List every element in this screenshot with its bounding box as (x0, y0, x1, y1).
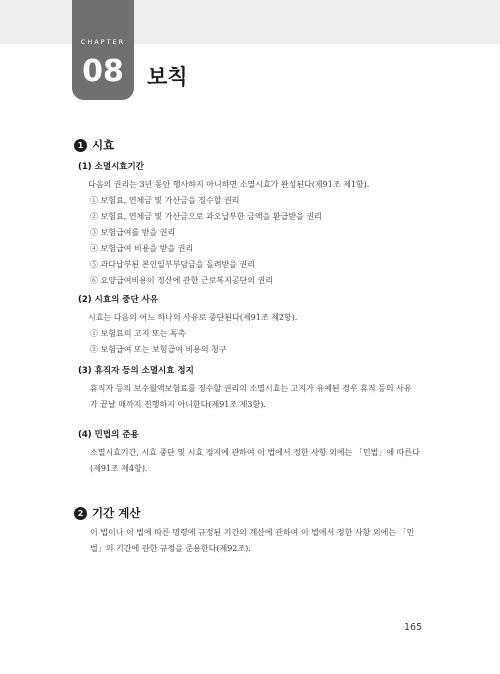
list-item: ② 보험급여 또는 보험급여 비용의 청구 (90, 345, 227, 354)
paragraph-line: (제91조 제4항). (90, 464, 148, 473)
section-number-badge: 1 (74, 139, 87, 152)
subsection-heading: (4) 민법의 준용 (78, 430, 139, 440)
section-2-heading (74, 505, 140, 521)
list-item: ③ 보험급여를 받을 권리 (90, 228, 176, 237)
paragraph-line: 소멸시효기간, 시효 중단 및 시효 정지에 관하여 이 법에서 정한 사항 외에는 「민법」에 따른다 (90, 448, 420, 457)
section-title: 시효 (92, 138, 115, 152)
chapter-tab (72, 0, 134, 100)
paragraph-line: 휴직자 등의 보수월액보험료를 징수할 권리의 소멸시효는 고지가 유예된 경우 휴직 등의 사유 (90, 384, 412, 393)
chapter-title: 보칙 (147, 65, 188, 89)
list-item: ① 보험료, 연체금 및 가산금을 징수할 권리 (90, 196, 240, 205)
list-item: ② 보험료, 연체금 및 가산금으로 과오납부한 금액을 환급받을 권리 (90, 212, 322, 221)
section-1-heading (74, 137, 114, 153)
subsection-heading: (2) 시효의 중단 사유 (78, 295, 159, 305)
chapter-number: 08 (82, 54, 124, 89)
page-number: 165 (404, 622, 423, 633)
section-number-badge: 2 (74, 507, 87, 520)
list-item: ④ 보험급여 비용을 받을 권리 (90, 244, 194, 253)
list-item: ⑤ 과다납부된 본인일부부담금을 돌려받을 권리 (90, 260, 256, 269)
paragraph-line: 법」의 기간에 관한 규정을 준용한다(제92조). (90, 544, 251, 553)
section-title: 기간 계산 (92, 506, 141, 520)
chapter-label: CHAPTER (80, 38, 126, 46)
subsection-heading: (3) 휴직자 등의 소멸시효 정지 (78, 366, 194, 376)
list-item: ⑥ 요양급여비용이 정산에 관한 근로복지공단의 권리 (90, 276, 274, 285)
paragraph: 시효는 다음의 어느 하나의 사유로 중단된다(제91조 제2항). (88, 313, 298, 322)
list-item: ① 보험료의 고지 또는 독촉 (90, 329, 186, 338)
paragraph-line: 가 끝날 때까지 진행하지 아니한다(제91조 제3항). (90, 400, 266, 409)
subsection-heading: (1) 소멸시효기간 (78, 162, 144, 172)
paragraph: 다음의 권리는 3년 동안 행사하지 아니하면 소멸시효가 완성된다(제91조 제1항). (88, 180, 370, 189)
paragraph-line: 이 법이나 이 법에 따른 명령에 규정된 기간의 계산에 관하여 이 법에서 정한 사항 외에는 「민 (90, 528, 415, 537)
